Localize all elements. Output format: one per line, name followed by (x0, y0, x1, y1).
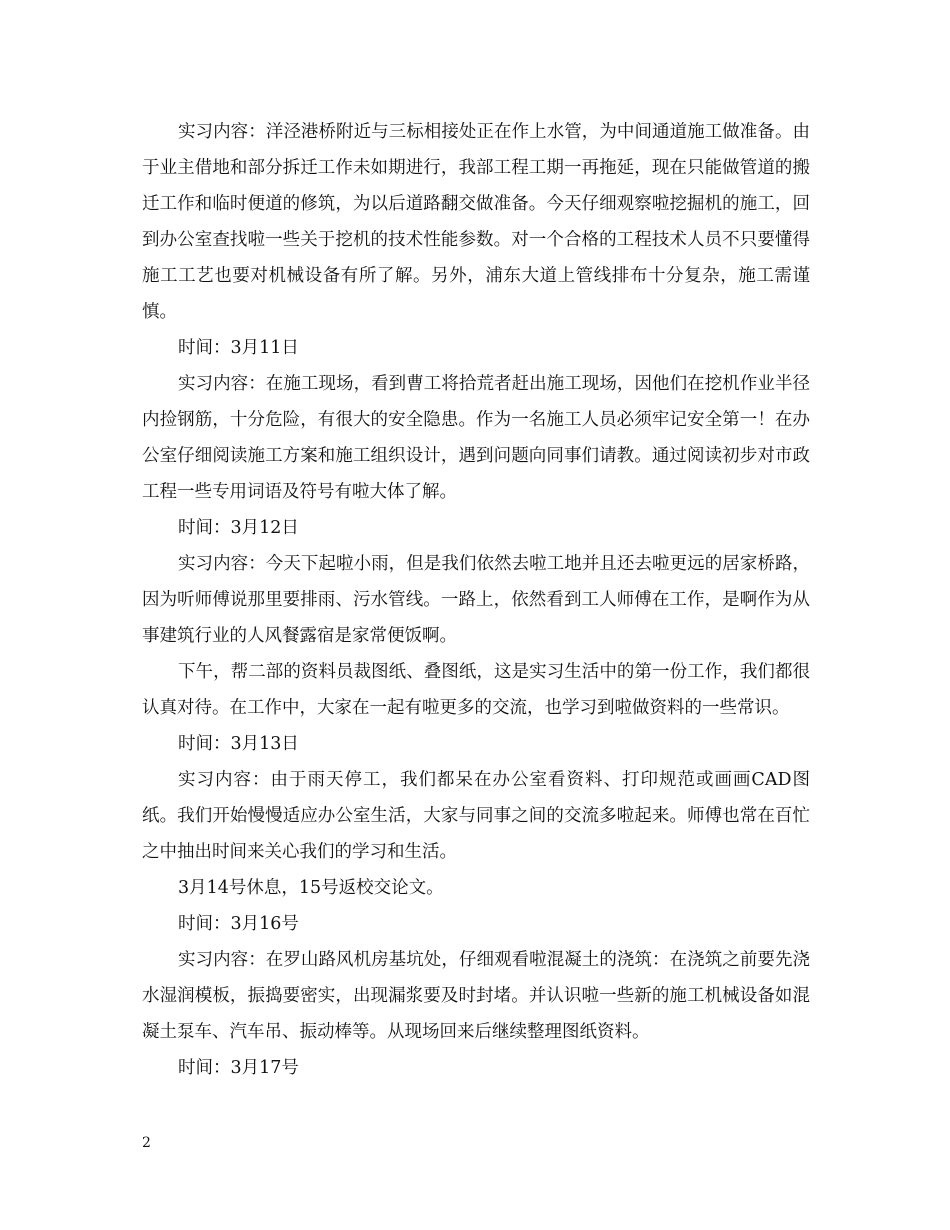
date-line: 时间：3月17号 (178, 1058, 299, 1078)
paragraph: 实习内容：洋泾港桥附近与三标相接处正在作上水管，为中间通道施工做准备。由于业主借地和部分拆迁工作未如期进行，我部工程工期一再拖延，现在只能做管道的搬迁工作和临时便道的修筑，为以后道路翻交做准备。今天仔细观察啦挖掘机的施工，回到办公室查找啦一些关于挖机的技术性能参数。对一个合格的工程技术人员不只要懂得施工工艺也要对机械设备有所了解。另外，浦东大道上管线排布十分复杂，施工需谨慎。 (142, 122, 810, 322)
document-body (142, 114, 810, 1086)
page-number: 2 (142, 1135, 151, 1151)
date-line: 时间：3月12日 (178, 518, 299, 538)
date-line: 时间：3月16号 (178, 914, 299, 934)
date-line: 时间：3月11日 (178, 338, 299, 358)
paragraph: 3月14号休息，15号返校交论文。 (178, 878, 444, 898)
paragraph: 实习内容：在施工现场，看到曹工将拾荒者赶出施工现场，因他们在挖机作业半径内捡钢筋，十分危险，有很大的安全隐患。作为一名施工人员必须牢记安全第一！在办公室仔细阅读施工方案和施工组织设计，遇到问题向同事们请教。通过阅读初步对市政工程一些专用词语及符号有啦大体了解。 (142, 374, 810, 502)
paragraph: 实习内容：由于雨天停工，我们都呆在办公室看资料、打印规范或画画CAD图纸。我们开始慢慢适应办公室生活，大家与同事之间的交流多啦起来。师傅也常在百忙之中抽出时间来关心我们的学习和生活。 (142, 770, 810, 862)
paragraph: 实习内容：今天下起啦小雨，但是我们依然去啦工地并且还去啦更远的居家桥路，因为听师傅说那里要排雨、污水管线。一路上，依然看到工人师傅在工作，是啊作为从事建筑行业的人风餐露宿是家常便饭啊。 (142, 554, 810, 646)
date-line: 时间：3月13日 (178, 734, 299, 754)
paragraph: 下午，帮二部的资料员裁图纸、叠图纸，这是实习生活中的第一份工作，我们都很认真对待。在工作中，大家在一起有啦更多的交流，也学习到啦做资料的一些常识。 (142, 662, 810, 718)
paragraph: 实习内容：在罗山路风机房基坑处，仔细观看啦混凝土的浇筑：在浇筑之前要先浇水湿润模板，振捣要密实，出现漏浆要及时封堵。并认识啦一些新的施工机械设备如混凝土泵车、汽车吊、振动棒等。从现场回来后继续整理图纸资料。 (142, 950, 810, 1042)
